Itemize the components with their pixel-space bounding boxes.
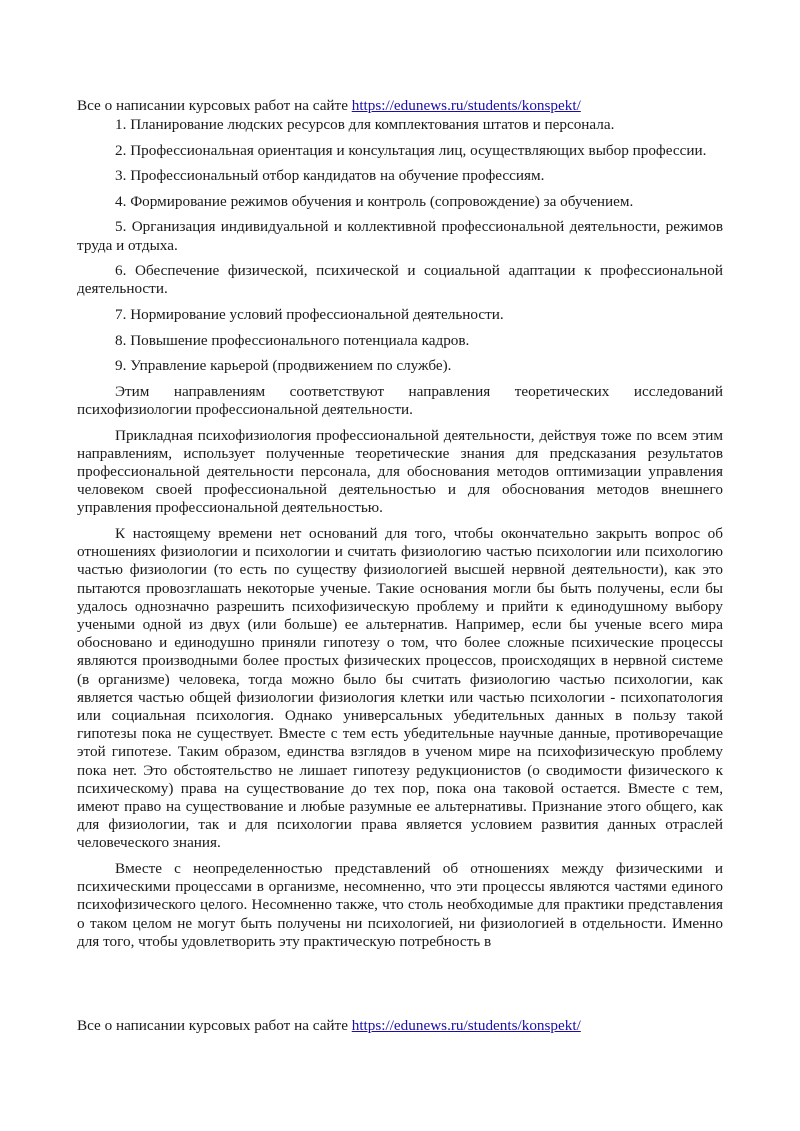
paragraph-item-2: 2. Профессиональная ориентация и консультация лиц, осуществляющих выбор профессии.: [115, 141, 707, 159]
header-site-link[interactable]: https://edunews.ru/students/konspekt/: [351, 97, 581, 114]
paragraph-item-3: 3. Профессиональный отбор кандидатов на обучение профессиям.: [115, 167, 545, 185]
page-footer: [77, 1016, 581, 1035]
footer-prefix: Все о написании курсовых работ на сайте: [77, 1017, 352, 1034]
footer-site-link[interactable]: https://edunews.ru/students/konspekt/: [351, 1017, 581, 1034]
document-body: [77, 116, 723, 951]
header-prefix: Все о написании курсовых работ на сайте: [77, 97, 352, 114]
paragraph-item-9: 9. Управление карьерой (продвижением по службе).: [115, 357, 452, 375]
paragraph-directions: Этим направлениям соответствуют направления теоретических исследований психофизиологии профессиональной деятельности.: [77, 382, 723, 418]
page-header: [77, 96, 723, 115]
paragraph-item-8: 8. Повышение профессионального потенциала кадров.: [115, 331, 470, 349]
paragraph-item-6: 6. Обеспечение физической, психической и социальной адаптации к профессиональной деятельности.: [77, 262, 723, 298]
paragraph-applied: Прикладная психофизиология профессиональной деятельности, действуя тоже по всем этим направлениям, использует полученные теоретические знания для предсказания результатов профессиональной деятельности персонала, для обоснования методов оптимизации управления человеком своей профессиональной деятельностью и для обоснования методов внешнего управления профессиональной деятельностью.: [77, 426, 723, 517]
paragraph-item-5: 5. Организация индивидуальной и коллективной профессиональной деятельности, режимов труда и отдыха.: [77, 218, 723, 254]
document-page: [77, 96, 723, 958]
paragraph-unity: Вместе с неопределенностью представлений об отношениях между физическими и психическими процессами в организме, несомненно, что эти процессы являются частями единого психофизического целого. Несомненно также, что столь необходимые для практики представления о таком целом не могут быть получены ни психологией, ни физиологией в отдельности. Именно для того, чтобы удовлетворить эту практическую потребность в: [77, 860, 723, 950]
paragraph-psychophysical-problem: К настоящему времени нет оснований для того, чтобы окончательно закрыть вопрос об отношениях физиологии и психологии и считать физиологию частью психологии или психологию частью физиологии (то есть по существу физиологией высшей нервной деятельности), как это пытаются провозглашать некоторые ученые. Такие основания могли бы быть получены, если бы удалось однозначно разрешить психофизическую проблему и прийти к единодушному выбору учеными одной из двух (или больше) ее альтернатив. Например, если бы ученые всего мира обосновано и единодушно приняли гипотезу о том, что более сложные психические процессы являются производными более простых физических процессов, происходящих в нервной системе (в организме) человека, тогда можно было бы считать физиологию частью психологии, как является частью общей физиологии физиология клетки или частью психологии - психопатология или социальная психология. Однако универсальных убедительных данных в пользу такой гипотезы пока не существует. Вместе с тем есть убедительные научные данные, противоречащие этой гипотезе. Таким образом, единства взглядов в ученом мире на психофизическую проблему пока нет. Это обстоятельство не лишает гипотезу редукционистов (о сводимости физического к психическому) права на существование до тех пор, пока она таковой остается. Вместе с тем, имеют право на существование и любые разумные ее альтернативы. Признание этого общего, как для физиологии, так и для психологии права является условием развития данных отраслей человеческого знания.: [77, 524, 723, 852]
paragraph-item-7: 7. Нормирование условий профессиональной деятельности.: [115, 305, 504, 323]
paragraph-item-4: 4. Формирование режимов обучения и контроль (сопровождение) за обучением.: [115, 192, 634, 210]
paragraph-item-1: 1. Планирование людских ресурсов для комплектования штатов и персонала.: [115, 116, 615, 133]
